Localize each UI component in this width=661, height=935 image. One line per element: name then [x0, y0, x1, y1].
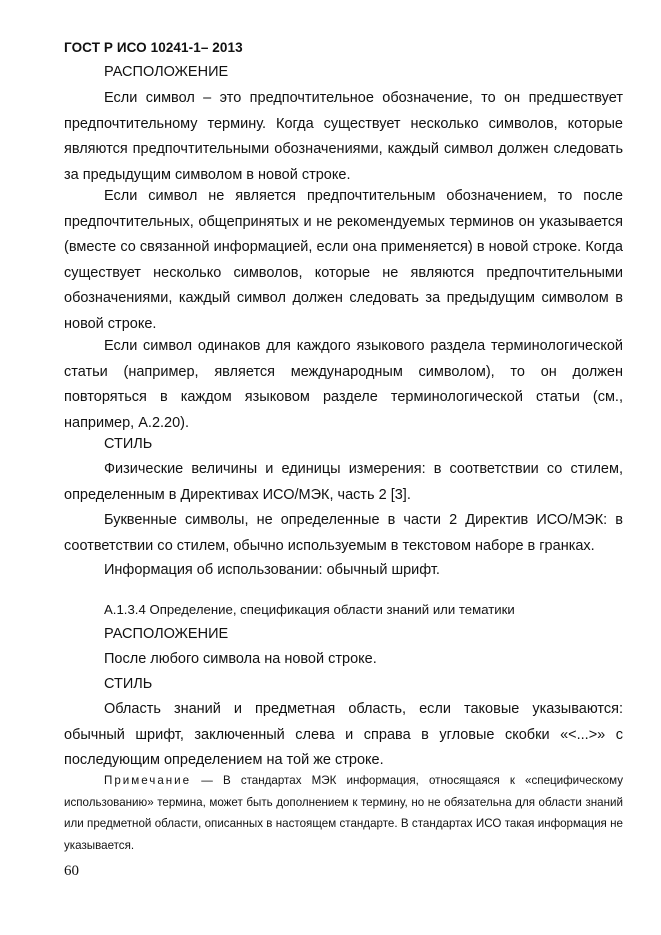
heading-style: СТИЛЬ — [104, 436, 153, 452]
heading-layout: РАСПОЛОЖЕНИЕ — [104, 626, 229, 642]
paragraph: Если символ – это предпочтительное обозначение, то он предшествует предпочтительному термину. Когда существует несколько символов, которые являются предпочтительными обозначениями, каждый символ должен следовать за предыдущим символом в новой строке. — [64, 90, 623, 183]
paragraph: Если символ не является предпочтительным обозначением, то после предпочтительных, общепринятых и не рекомендуемых терминов он указывается (вместе со связанной информацией, если она применяется) в новой строке. Когда существует несколько символов, которые не являются предпочтительными обозначениями, каждый символ должен следовать за предыдущим символом в новой строке. — [64, 188, 623, 332]
heading-layout: РАСПОЛОЖЕНИЕ — [104, 64, 229, 80]
paragraph: После любого символа на новой строке. — [104, 651, 377, 667]
note — [64, 770, 623, 856]
note-label: Примечание — [104, 774, 192, 787]
heading-style: СТИЛЬ — [104, 676, 153, 692]
paragraph: Информация об использовании: обычный шрифт. — [104, 562, 440, 578]
paragraph: Область знаний и предметная область, если таковые указываются: обычный шрифт, заключенный слева и справа в угловые скобки «<...>» с последующим определением на той же строке. — [64, 701, 623, 768]
paragraph: Физические величины и единицы измерения: в соответствии со стилем, определенным в Директивах ИСО/МЭК, часть 2 [3]. — [64, 461, 623, 503]
paragraph: Если символ одинаков для каждого языкового раздела терминологической статьи (например, является международным символом), то он должен повторяться в каждом языковом разделе терминологической статьи (см., например, А.2.20). — [64, 338, 623, 431]
note-text: В стандартах МЭК информация, относящаяся к «специфическому использованию» термина, может быть дополнением к термину, но не обязательна для области знаний или предметной области, описанных в настоящем стандарте. В стандартах ИСО такая информация не указывается. — [64, 774, 623, 852]
paragraph: Буквенные символы, не определенные в части 2 Директив ИСО/МЭК: в соответствии со стилем, обычно используемым в текстовом наборе в гранках. — [64, 512, 623, 554]
subsection-title: А.1.3.4 Определение, спецификация области знаний или тематики — [104, 602, 515, 617]
document-id-header: ГОСТ Р ИСО 10241-1– 2013 — [64, 40, 243, 55]
page-number: 60 — [64, 863, 79, 879]
note-dash: — — [191, 774, 223, 787]
